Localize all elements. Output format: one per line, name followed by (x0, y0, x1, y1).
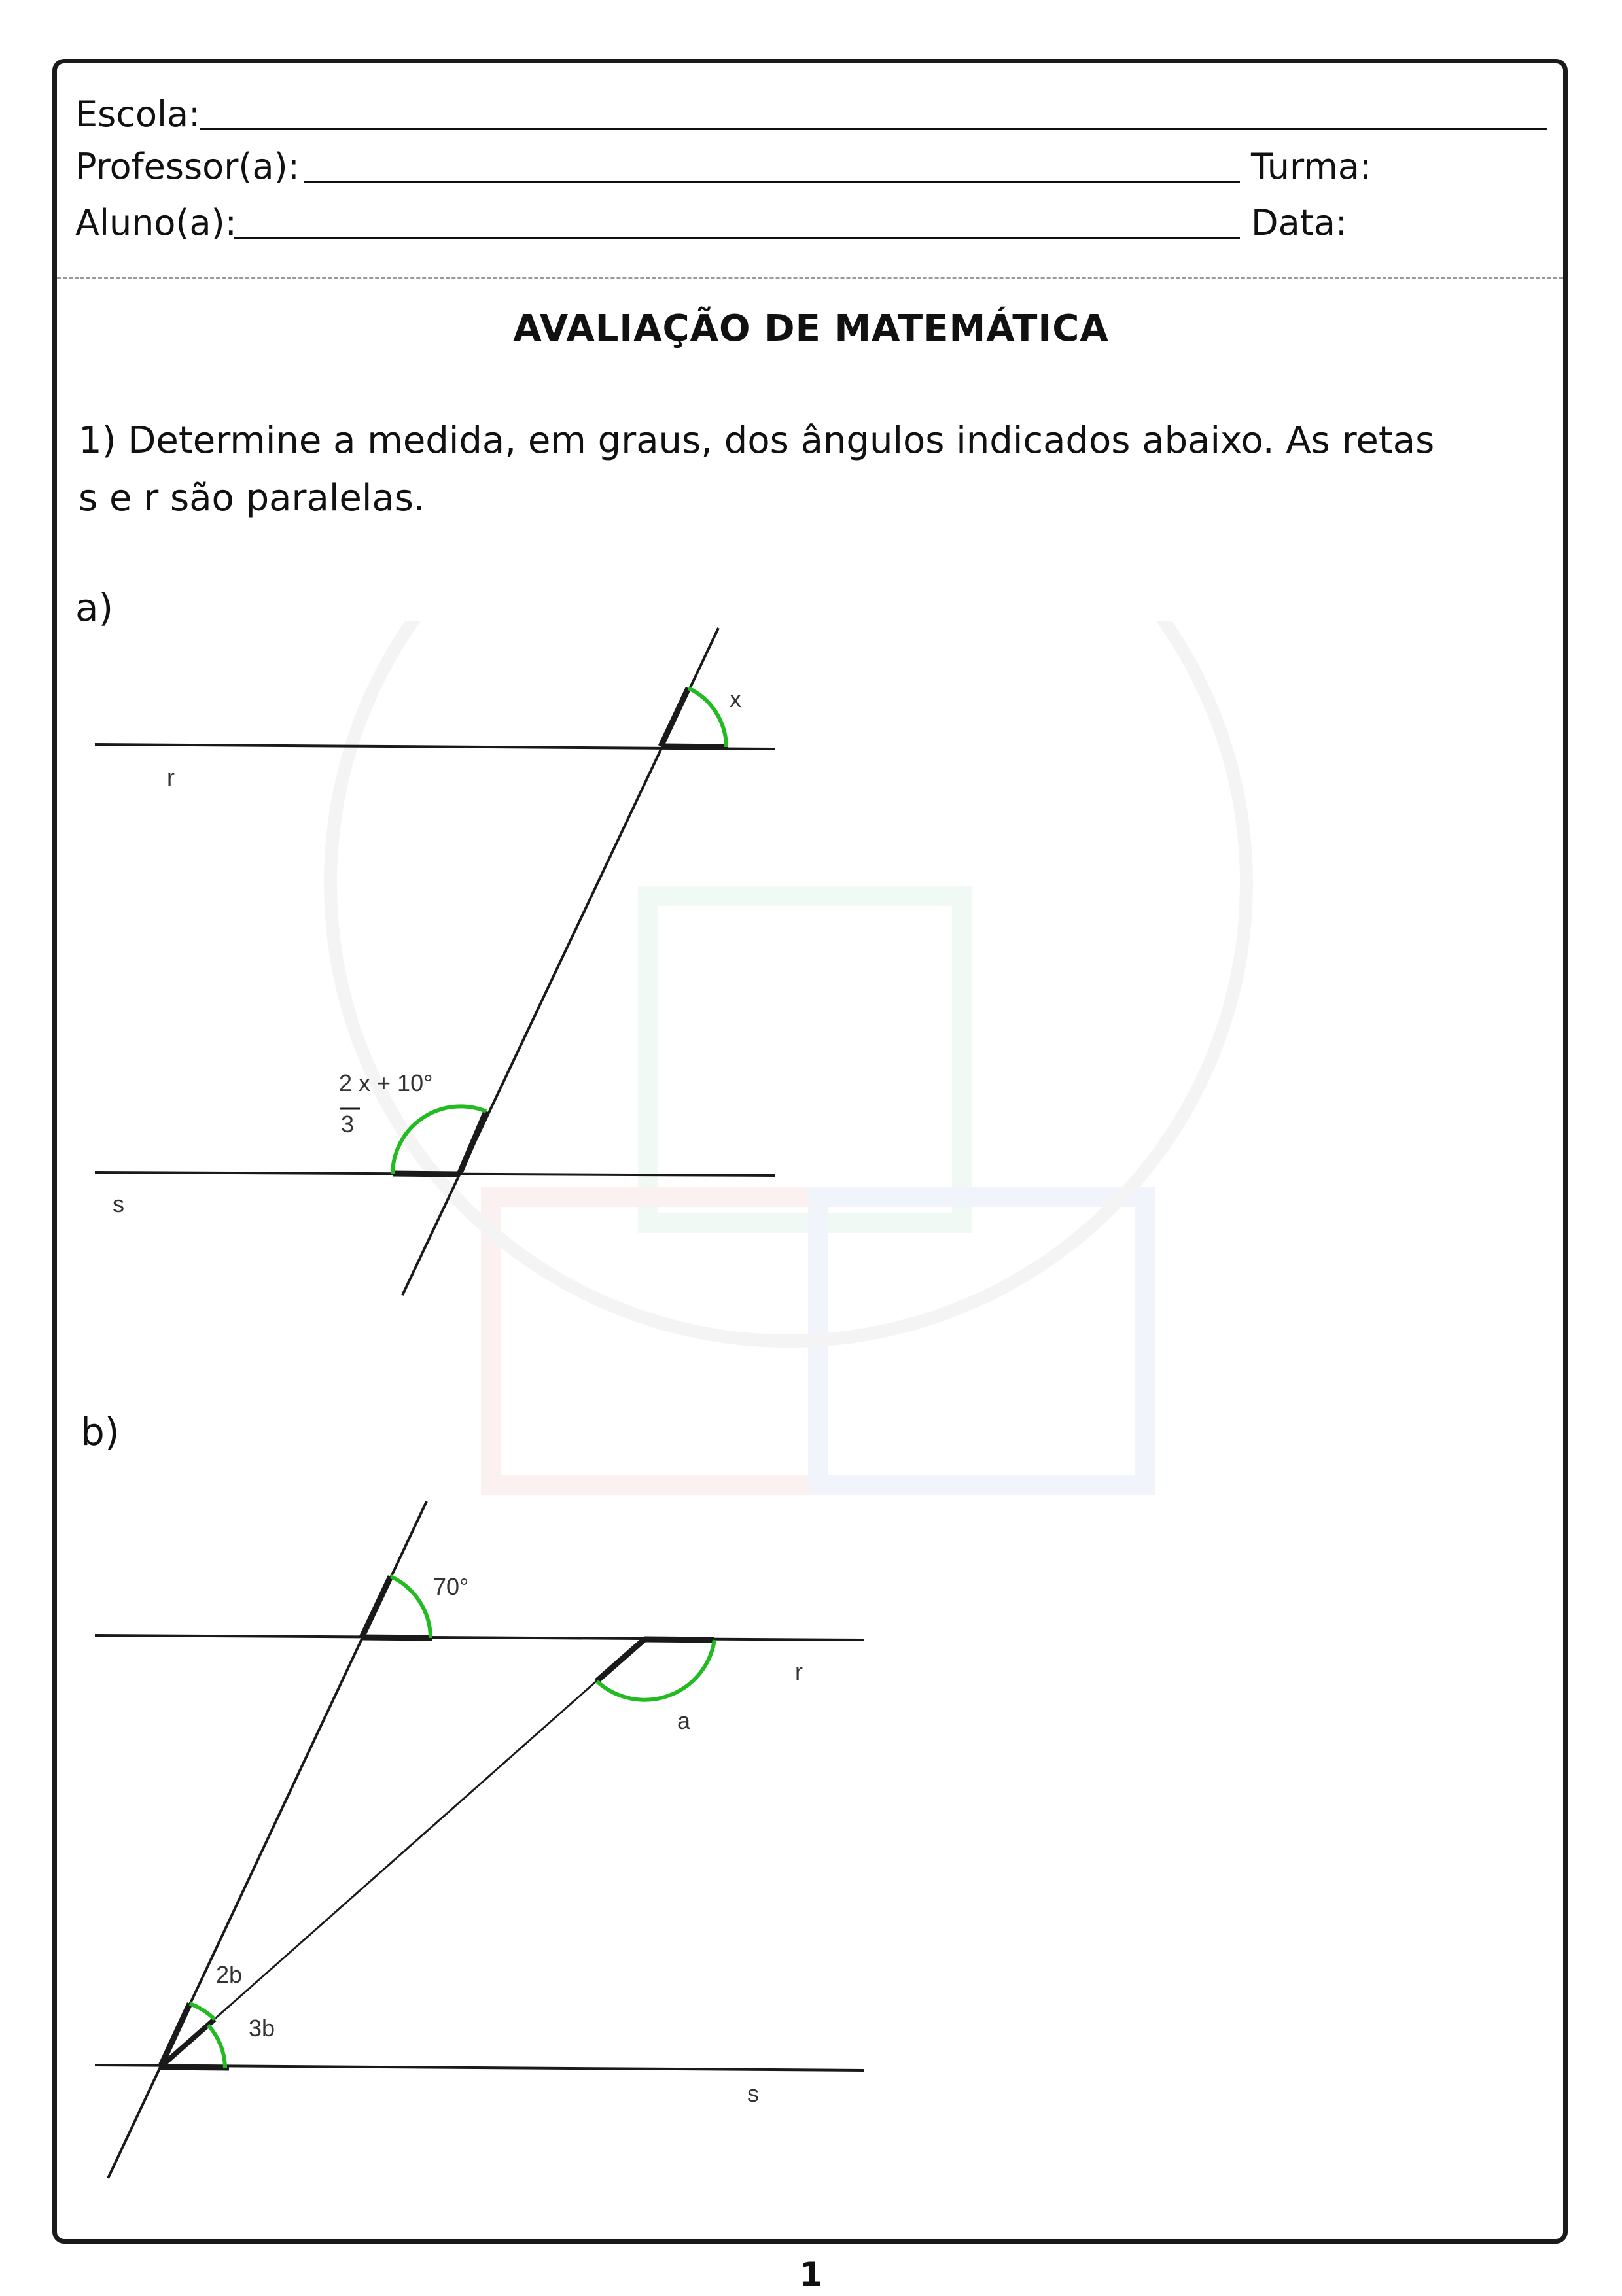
angle-70-base (362, 1637, 432, 1638)
line-r-b (95, 1635, 864, 1640)
escola-label: Escola: (75, 94, 201, 135)
question-line-1: 1) Determine a medida, em graus, dos ângulos indicados abaixo. As retas (79, 419, 1435, 462)
turma-label: Turma: (1251, 146, 1372, 187)
angle-expr-side (459, 1111, 486, 1174)
figure-b (95, 1501, 864, 2178)
angle-70-label: 70° (433, 1573, 469, 1600)
angle-3b-arc (208, 2025, 225, 2068)
professor-label: Professor(a): (75, 146, 300, 187)
question-line-2: s e r são paralelas. (79, 477, 425, 519)
angle-a-label: a (677, 1707, 691, 1734)
angle-a-arc (597, 1640, 714, 1700)
figure-a (95, 628, 775, 1295)
angle-x-side (661, 688, 688, 746)
page-title: AVALIAÇÃO DE MATEMÁTICA (513, 307, 1109, 350)
oblique-b (160, 1639, 644, 2067)
aluno-label: Aluno(a): (75, 202, 237, 243)
angle-2b-label: 2b (216, 1961, 243, 1988)
figure-a-s-label: s (113, 1191, 124, 1217)
data-label: Data: (1251, 202, 1348, 243)
angle-2b-arc (190, 2004, 215, 2019)
figure-a-r-label: r (167, 764, 175, 791)
angle-a-base (644, 1639, 714, 1640)
angle-3b-label: 3b (249, 2015, 275, 2042)
angle-x-label: x (730, 686, 741, 712)
angle-b-base (160, 2067, 229, 2068)
angle-expr-denominator: 3 (341, 1111, 355, 1138)
angle-a-side (597, 1639, 644, 1681)
angle-70-side (362, 1576, 391, 1637)
angle-70-arc (391, 1576, 431, 1638)
figure-b-r-label: r (795, 1658, 803, 1685)
figure-b-s-label: s (747, 2080, 759, 2107)
page-number: 1 (800, 2255, 822, 2293)
angle-x-arc (688, 688, 726, 747)
item-a-label: a) (75, 585, 114, 630)
item-b-label: b) (80, 1410, 120, 1454)
angle-expr-numerator: 2 x + 10° (339, 1070, 433, 1096)
angle-x-base (661, 746, 728, 747)
